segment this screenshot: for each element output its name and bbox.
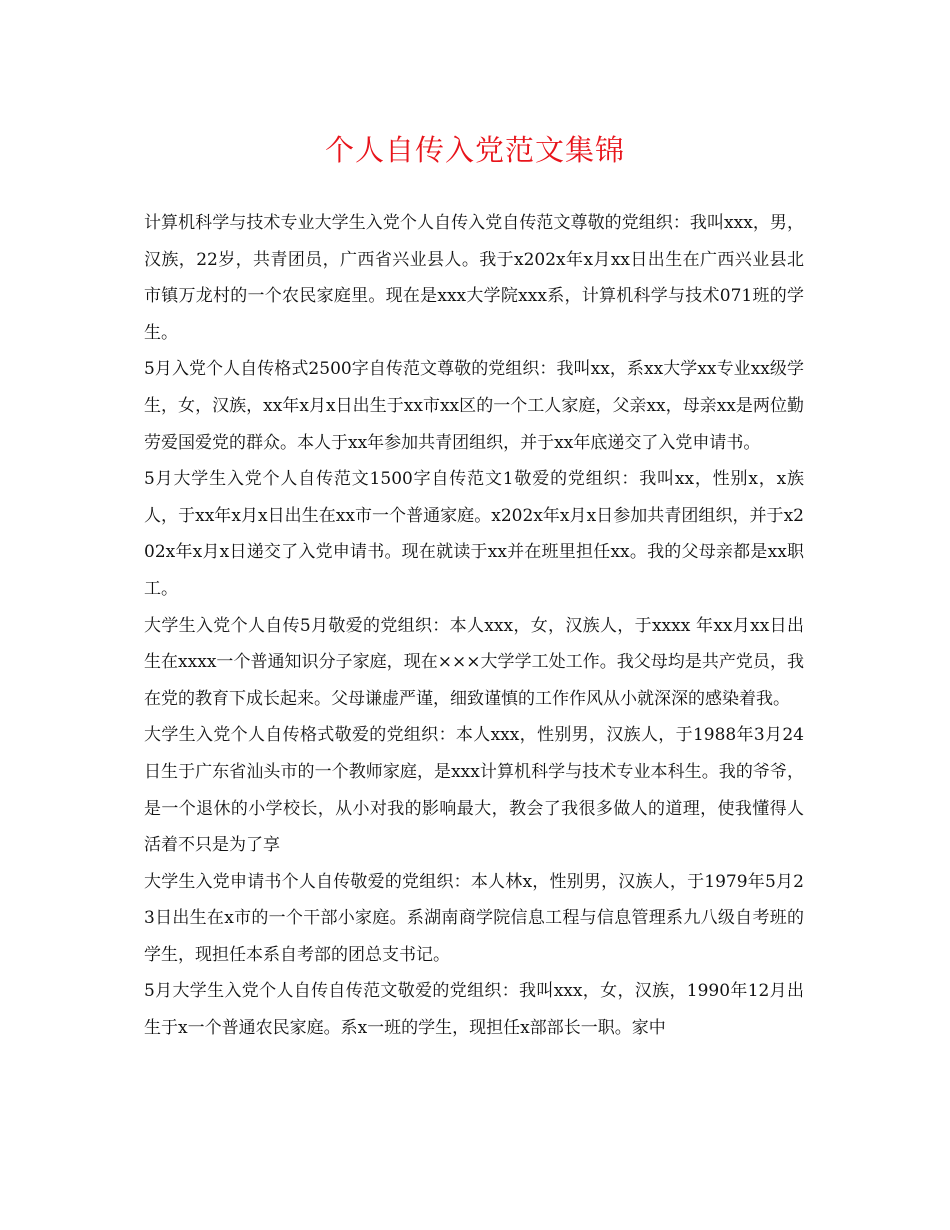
- document-title: 个人自传入党范文集锦: [324, 133, 625, 167]
- paragraph-6: 大学生入党申请书个人自传敬爱的党组织：本人林x，性别男，汉族人，于1979年5月23日出生在x市的一个干部小家庭。系湖南商学院信息工程与信息管理系九八级自考班的学生，现担任本系自考部的团总支书记。: [144, 871, 804, 965]
- paragraph-3: 5月大学生入党个人自传范文1500字自传范文1敬爱的党组织：我叫xx，性别x，x族人，于xx年x月x日出生在xx市一个普通家庭。x202x年x月x日参加共青团组织，并于x202x年x月x日递交了入党申请书。现在就读于xx并在班里担任xx。我的父母亲都是xx职工。: [144, 469, 804, 599]
- paragraph-1: 计算机科学与技术专业大学生入党个人自传入党自传范文尊敬的党组织：我叫xxx，男，汉族，22岁，共青团员，广西省兴业县人。我于x202x年x月xx日出生在广西兴业县北市镇万龙村的一个农民家庭里。现在是xxx大学院xxx系，计算机科学与技术071班的学生。: [144, 213, 804, 343]
- paragraph-5: 大学生入党个人自传格式敬爱的党组织：本人xxx，性别男，汉族人，于1988年3月24日生于广东省汕头市的一个教师家庭，是xxx计算机科学与技术专业本科生。我的爷爷，是一个退休的小学校长，从小对我的影响最大，教会了我很多做人的道理，使我懂得人活着不只是为了享: [144, 725, 804, 856]
- paragraph-7: 5月大学生入党个人自传自传范文敬爱的党组织：我叫xxx，女，汉族，1990年12月出生于x一个普通农民家庭。系x一班的学生，现担任x部部长一职。家中: [144, 981, 804, 1039]
- document-body: [144, 205, 804, 1047]
- paragraph-4: 大学生入党个人自传5月敬爱的党组织：本人xxx，女，汉族人，于xxxx 年xx月xx日出生在xxxx一个普通知识分子家庭，现在×××大学学工处工作。我父母均是共产党员，我在党的教育下成长起来。父母谦虚严谨，细致谨慎的工作作风从小就深深的感染着我。: [144, 615, 804, 709]
- paragraph-2: 5月入党个人自传格式2500字自传范文尊敬的党组织：我叫xx，系xx大学xx专业xx级学生，女，汉族，xx年x月x日出生于xx市xx区的一个工人家庭，父亲xx，母亲xx是两位勤劳爱国爱党的群众。本人于xx年参加共青团组织，并于xx年底递交了入党申请书。: [144, 359, 804, 453]
